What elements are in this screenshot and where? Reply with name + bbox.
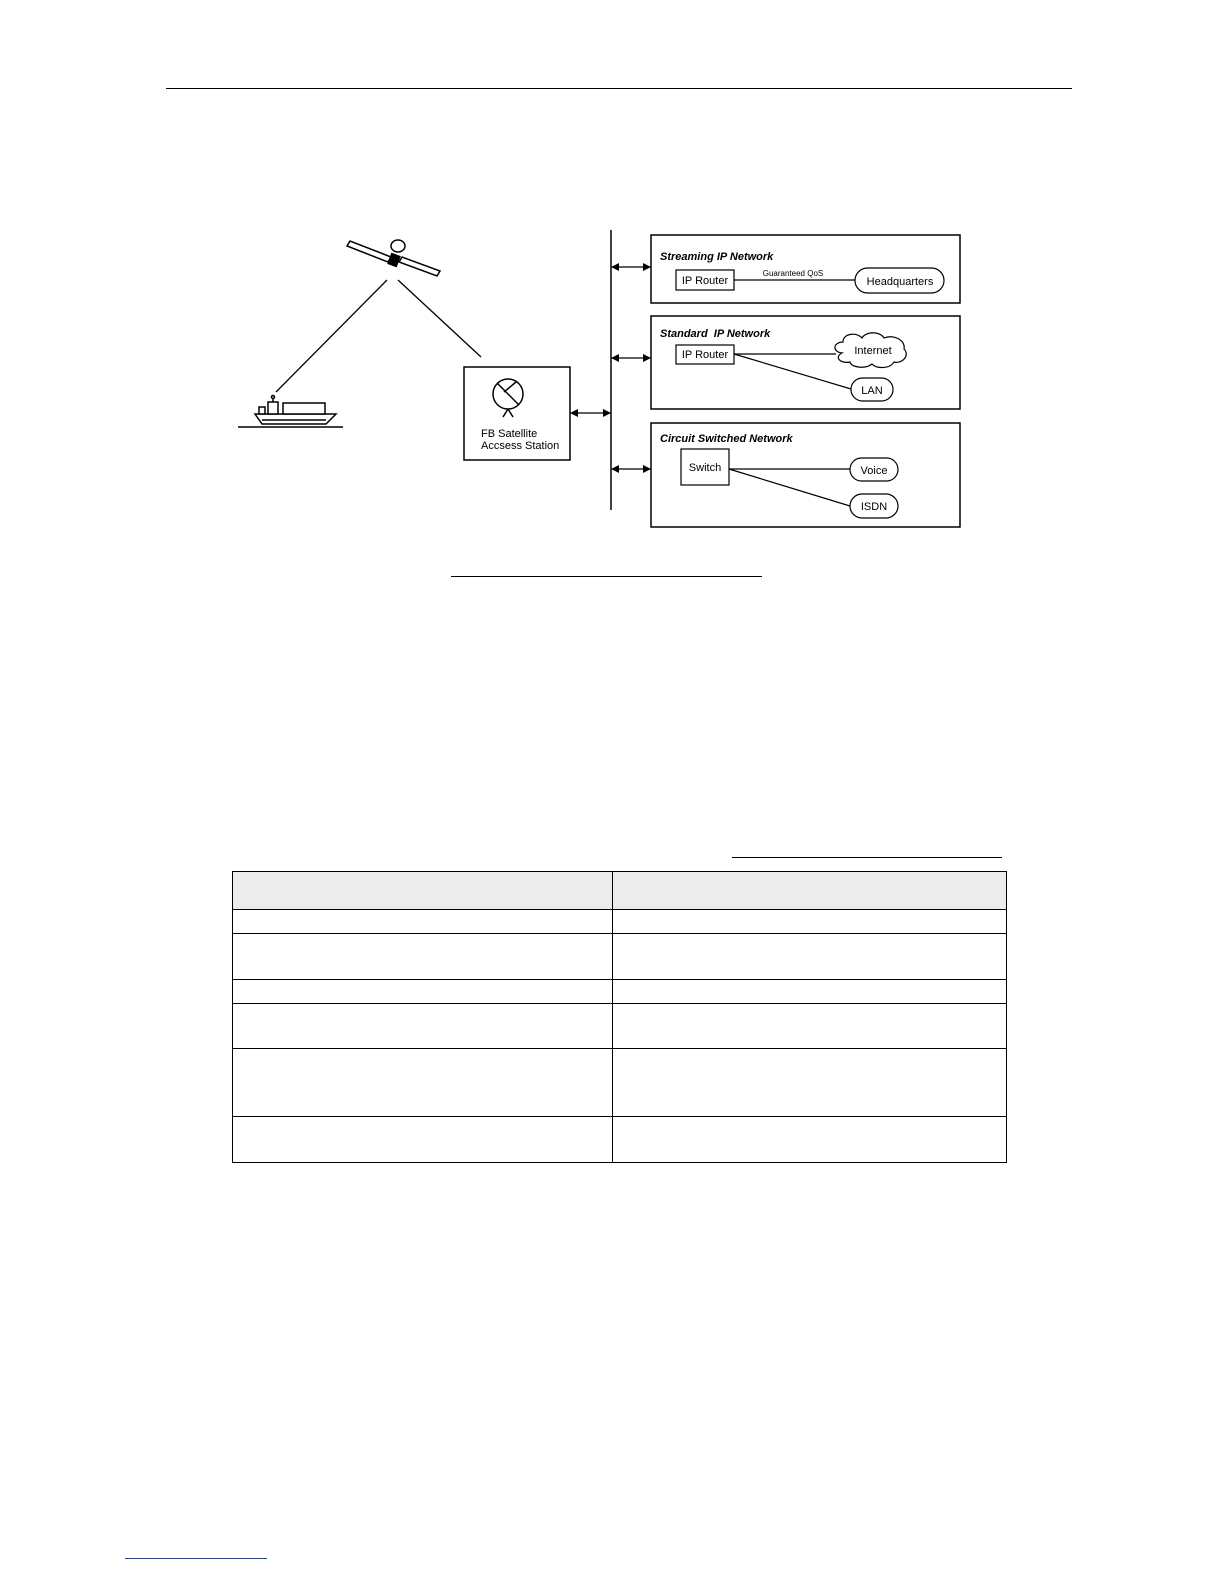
table-row (233, 934, 1007, 980)
voice-label: Voice (860, 465, 888, 477)
isdn-label: ISDN (860, 501, 888, 513)
table-cell (613, 934, 1007, 980)
satellite-icon (347, 240, 440, 276)
table-row (233, 910, 1007, 934)
table-cell (613, 910, 1007, 934)
table-cell (613, 1049, 1007, 1117)
table-row (233, 1117, 1007, 1163)
standard-ip-network (651, 316, 960, 409)
switch-label: Switch (688, 462, 722, 474)
lan-label: LAN (861, 385, 883, 397)
headquarters-label: Headquarters (866, 276, 934, 288)
internet-label: Internet (854, 345, 892, 357)
circuit-switched-network (651, 423, 960, 527)
station-satellite-link (398, 280, 481, 357)
table-cell (233, 934, 613, 980)
table-cell (613, 1004, 1007, 1049)
table-header-row (233, 872, 1007, 910)
table-cell (233, 1117, 613, 1163)
table-cell (233, 910, 613, 934)
table-header-cell (233, 872, 613, 910)
standard-ip-router-label: IP Router (681, 349, 729, 361)
access-station-label-line2: Accsess Station (481, 440, 560, 452)
streaming-network-title: Streaming IP Network (660, 251, 774, 263)
table-cell (233, 1004, 613, 1049)
ship-icon (238, 396, 343, 428)
standard-network-title: Standard IP Network (660, 328, 771, 340)
spec-table (232, 871, 1007, 1163)
ship-satellite-link (276, 280, 387, 392)
table-row (233, 980, 1007, 1004)
table-row (233, 1049, 1007, 1117)
circuit-network-title: Circuit Switched Network (660, 433, 793, 445)
figure-caption-underline (451, 576, 762, 577)
footer-link-underline (125, 1558, 267, 1559)
table-cell (613, 980, 1007, 1004)
table-caption-underline (732, 857, 1002, 858)
streaming-ip-network (651, 235, 960, 303)
table-cell (233, 980, 613, 1004)
table-cell (613, 1117, 1007, 1163)
table-cell (233, 1049, 613, 1117)
table-row (233, 1004, 1007, 1049)
guaranteed-qos-label: Guaranteed QoS (762, 269, 824, 278)
table-header-cell (613, 872, 1007, 910)
access-station-label-line1: FB Satellite (481, 428, 538, 440)
network-diagram (0, 0, 1224, 600)
streaming-ip-router-label: IP Router (681, 275, 729, 287)
